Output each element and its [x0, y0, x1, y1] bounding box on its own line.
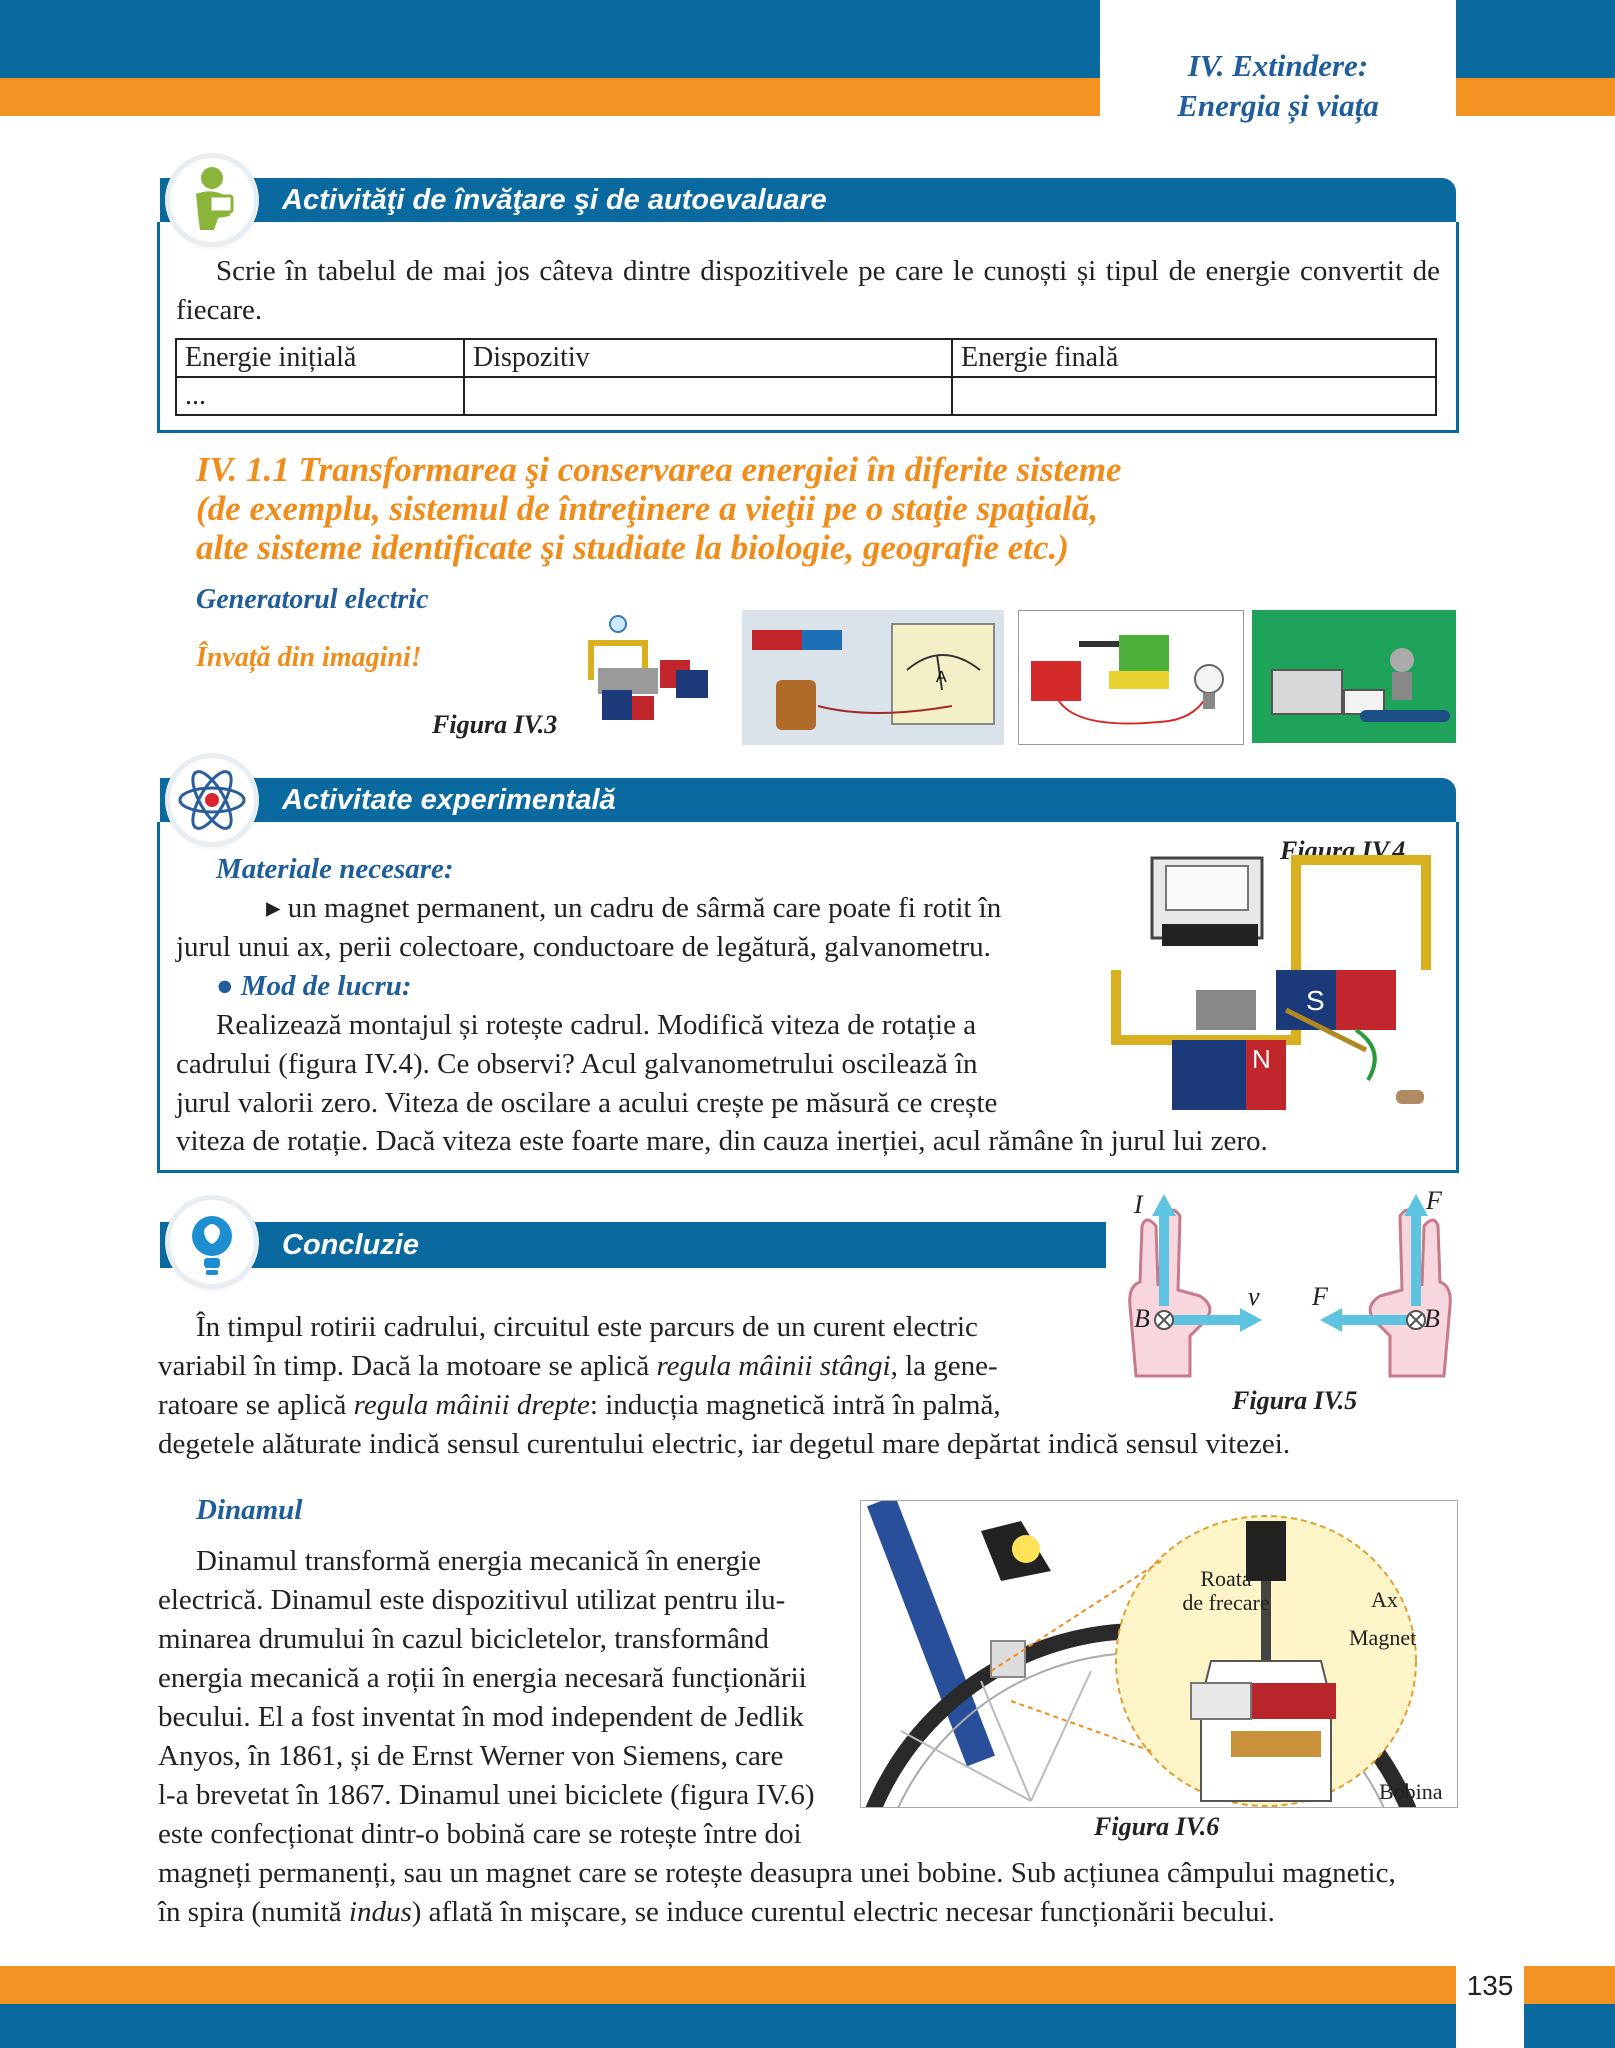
table-header-row: [176, 339, 1436, 377]
svg-text:S: S: [1306, 985, 1325, 1016]
dynamo-text-full: [158, 1854, 1458, 1932]
conclusion-line1: În timpul rotirii cadrului, circuitul este parcurs de un curent electric: [196, 1311, 978, 1343]
table-header-cell: Dispozitiv: [464, 339, 952, 377]
chapter-title-line2: Energia și viața: [1177, 88, 1379, 123]
figure5-caption: Figura IV.5: [1232, 1386, 1358, 1415]
dynamo-line: l-a brevetat în 1867. Dinamul unei biciclete (figura IV.6): [158, 1779, 815, 1811]
method-line2: cadrului (figura IV.4). Ce observi? Acul galvanometrului oscilează în: [176, 1048, 978, 1080]
figure6-illustration: [860, 1500, 1458, 1808]
dynamo-line: Anyos, în 1861, și de Ernst Werner von Siemens, care: [158, 1740, 784, 1772]
experiment-badge: [170, 758, 254, 842]
footer-band-orange-right: [1524, 1966, 1615, 2004]
materials-line1: ▸ un magnet permanent, un cadru de sârmă care poate fi rotit în: [266, 892, 1002, 924]
dynamo-line: Dinamul transformă energia mecanică în energie: [196, 1545, 761, 1577]
experiment-box-title: Activitate experimentală: [282, 784, 616, 816]
table-cell: ...: [176, 377, 464, 415]
figure3-panel1: [578, 610, 728, 730]
label-coil: Bobina: [1379, 1779, 1443, 1804]
section-title: [196, 450, 1456, 567]
label-I: I: [1134, 1190, 1143, 1219]
figure3-panel2: [742, 610, 1004, 745]
chapter-title: [1100, 46, 1456, 126]
figure4-illustration: [1106, 850, 1436, 1120]
activity-box-header: [160, 178, 1456, 222]
conclusion-line2: variabil în timp. Dacă la motoare se aplică regula mâinii stângi, la gene-: [158, 1350, 998, 1382]
conclusion-title: Concluzie: [282, 1229, 419, 1261]
label-F-mid: F: [1312, 1282, 1328, 1311]
energy-table: [175, 338, 1437, 416]
dynamo-line: minarea drumului în cazul bicicletelor, transformând: [158, 1623, 769, 1655]
conclusion-line4: degetele alăturate indică sensul curentului electric, iar degetul mare depărtat indică sensul vitezei.: [158, 1428, 1291, 1460]
experiment-box-header: [160, 778, 1456, 822]
svg-text:N: N: [1252, 1044, 1271, 1074]
section-title-line1: IV. 1.1 Transformarea şi conservarea energiei în diferite sisteme: [196, 450, 1122, 489]
method-line3: jurul valorii zero. Viteza de oscilare a acului crește pe măsură ce crește: [176, 1087, 998, 1119]
dynamo-line: electrică. Dinamul este dispozitivul utilizat pentru ilu-: [158, 1584, 786, 1616]
table-row: [176, 377, 1436, 415]
label-F-right: F: [1426, 1186, 1442, 1215]
figure3-panel4: [1252, 610, 1456, 743]
lightbulb-icon: [170, 1200, 254, 1284]
header-band-orange: [0, 78, 1100, 116]
experiment-text: [176, 850, 1096, 1123]
atom-icon: [170, 758, 254, 842]
section-title-line3: alte sisteme identificate şi studiate la biologie, geografie etc.): [196, 528, 1069, 567]
conclusion-header: [160, 1222, 1106, 1268]
header-band-blue: [0, 0, 1100, 78]
activity-badge: [170, 158, 254, 242]
figure3-caption: Figura IV.3: [432, 710, 558, 739]
footer-band-orange: [0, 1966, 1456, 2004]
dynamo-line9: magneți permanenți, sau un magnet care se rotește deasupra unei bobine. Sub acțiunea câmpului magnetic,: [158, 1857, 1396, 1889]
dynamo-title: Dinamul: [196, 1494, 303, 1526]
reading-person-icon: [170, 158, 254, 242]
materials-label: Materiale necesare:: [216, 853, 454, 885]
dynamo-line10: în spira (numită indus) aflată în mișcare, se induce curentul electric necesar funcționării becului.: [158, 1896, 1275, 1928]
header-band-orange-right: [1456, 78, 1615, 116]
conclusion-text: [158, 1308, 1088, 1425]
method-label: ● Mod de lucru:: [216, 970, 412, 1002]
dynamo-line: energia mecanică a roții în energia necesară funcționării: [158, 1662, 807, 1694]
learn-from-images: Învață din imagini!: [196, 642, 422, 673]
method-line4: viteza de rotație. Dacă viteza este foarte mare, din cauza inerției, acul rămâne în jurul lui zero.: [176, 1125, 1268, 1157]
section-title-line2: (de exemplu, sistemul de întreţinere a vieţii pe o staţie spaţială,: [196, 489, 1099, 528]
figure3-panel3: [1018, 610, 1244, 745]
footer-band-blue-right: [1524, 2004, 1615, 2048]
activity-box-title: Activităţi de învăţare şi de autoevaluare: [282, 184, 827, 216]
dynamo-line: becului. El a fost inventat în mod independent de Jedlik: [158, 1701, 804, 1733]
table-cell: [952, 377, 1436, 415]
figure6-caption: Figura IV.6: [1094, 1812, 1220, 1841]
conclusion-line3: ratoare se aplică regula mâinii drepte: inducția magnetică intră în palmă,: [158, 1389, 1001, 1421]
svg-text:A: A: [936, 669, 947, 686]
dynamo-text: [158, 1542, 836, 1854]
label-magnet: Magnet: [1349, 1625, 1417, 1650]
table-cell: [464, 377, 952, 415]
chapter-title-line1: IV. Extindere:: [1187, 48, 1369, 83]
page-number: 135: [1466, 1970, 1514, 2001]
header-band-blue-right: [1456, 0, 1615, 78]
dynamo-line: este confecționat dintr-o bobină care se rotește între doi: [158, 1818, 802, 1850]
materials-line2: jurul unui ax, perii colectoare, conductoare de legătură, galvanometru.: [176, 931, 991, 963]
footer-band-blue: [0, 2004, 1456, 2048]
table-header-cell: Energie finală: [952, 339, 1436, 377]
label-wheel: Roata de frecare: [1182, 1566, 1270, 1615]
generator-subtitle: Generatorul electric: [196, 584, 429, 615]
method-line1: Realizează montajul și rotește cadrul. Modifică viteza de rotație a: [216, 1009, 977, 1041]
table-header-cell: Energie inițială: [176, 339, 464, 377]
label-B-right: B: [1424, 1304, 1440, 1333]
figure4-caption: Figura IV.4: [1280, 836, 1406, 865]
label-axis: Ax: [1371, 1587, 1398, 1612]
conclusion-badge: [170, 1200, 254, 1284]
figure5-illustration: [1120, 1186, 1460, 1386]
activity-text: Scrie în tabelul de mai jos câteva dintre dispozitivele pe care le cunoști și tipul de energie convertit de fiecare.: [176, 255, 1440, 326]
label-v: v: [1248, 1282, 1260, 1311]
label-B-left: B: [1134, 1304, 1150, 1333]
